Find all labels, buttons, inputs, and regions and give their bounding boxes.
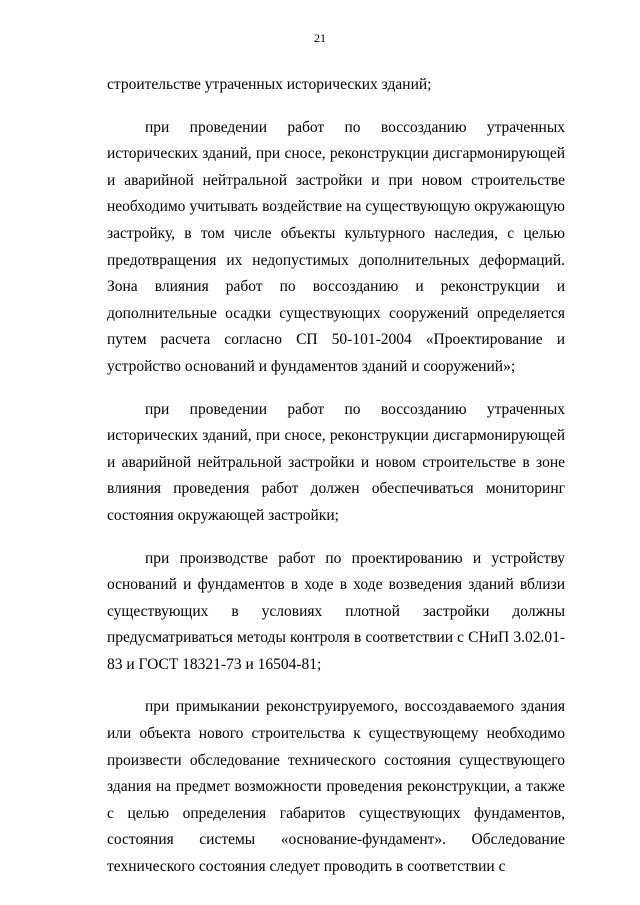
paragraph-impact-assessment: при проведении работ по воссозданию утраченных исторических зданий, при сносе, реконструкции дисгармонирующей и аварийной нейтральной застройки и при новом строительстве необходимо учитывать воздействие на существующую окружающую застройку, в том числе объекты культурного наследия, с целью предотвращения их недопустимых дополнительных деформаций. Зона влияния работ по воссозданию и реконструкции и дополнительные осадки существующих сооружений определяется путем расчета согласно СП 50-101-2004 «Проектирование и устройство оснований и фундаментов зданий и сооружений»; [107,118,565,375]
document-body [107,72,565,881]
paragraph-monitoring: при проведении работ по воссозданию утраченных исторических зданий, при сносе, реконструкции дисгармонирующей и аварийной нейтральной застройки и новом строительстве в зоне влияния проведения работ должен обеспечиваться мониторинг состояния окружающей застройки; [107,400,565,524]
page-number: 21 [314,31,326,45]
paragraph-technical-inspection: при примыкании реконструируемого, воссоздаваемого здания или объекта нового строительства к существующему необходимо произвести обследование технического состояния существующего здания на предмет возможности проведения реконструкции, а также с целью определения габаритов существующих фундаментов, состояния системы «основание-фундамент». Обследование технического состояния следует проводить в соответствии с [107,698,565,876]
paragraph-foundation-control: при производстве работ по проектированию и устройству оснований и фундаментов в ходе в ходе возведения зданий вблизи существующих в условиях плотной застройки должны предусматриваться методы контроля в соответствии с СНиП 3.02.01-83 и ГОСТ 18321-73 и 16504-81; [107,549,565,673]
paragraph-continuation: строительстве утраченных исторических зданий; [107,76,432,93]
